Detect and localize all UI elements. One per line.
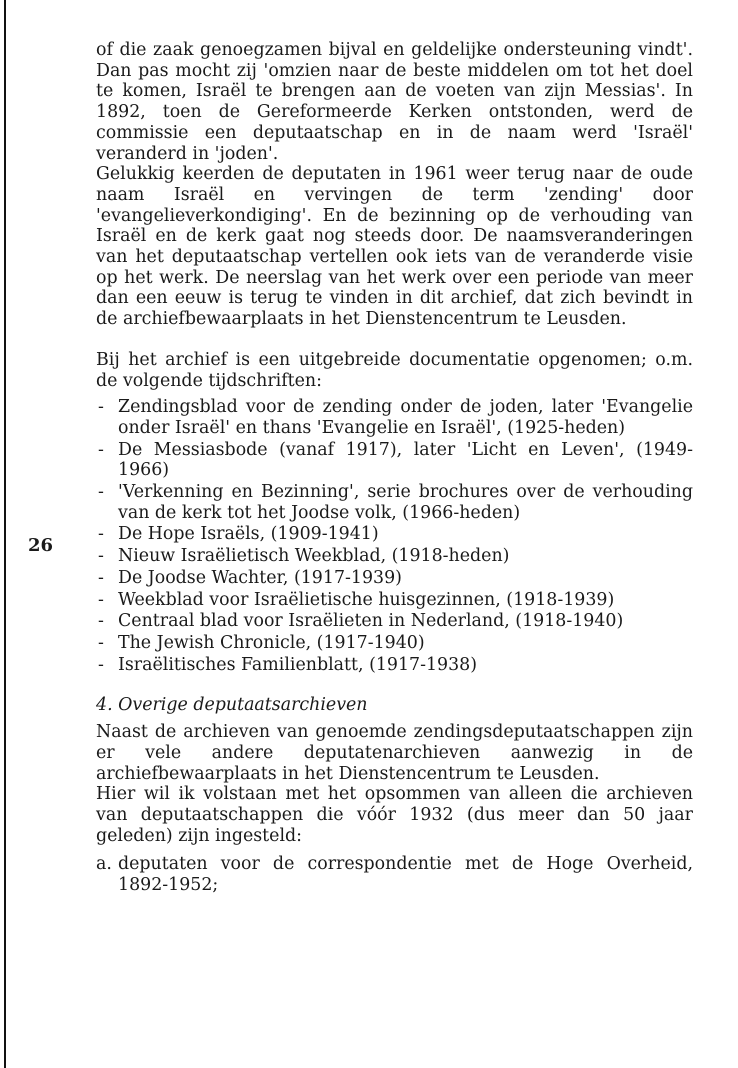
list-item: - De Hope Israëls, (1909-1941) [96, 524, 693, 545]
paragraph-evangelism: Gelukkig keerden de deputaten in 1961 weer terug naar de oude naam Israël en vervingen de term 'zending' door 'evangelieverkondiging'. En de bezinning op de verhouding van Israël en de kerk gaat nog steeds door. De naamsveranderingen van het deputaatschap vertellen ook iets van de veranderde visie op het werk. De neerslag van het werk over een periode van meer dan een eeuw is terug te vinden in dit archief, dat zich bevindt in de archiefbewaarplaats in het Dienstencentrum te Leusden. [96, 164, 693, 330]
page-number: 26 [28, 535, 54, 556]
list-item: - De Joodse Wachter, (1917-1939) [96, 568, 693, 589]
section-heading: 4. Overige deputaatsarchieven [96, 695, 368, 716]
list-item-text: deputaten voor de correspondentie met de Hoge Overheid, 1892-1952; [118, 854, 693, 896]
list-marker: a. [96, 854, 112, 875]
deputies-list [96, 854, 693, 895]
paragraph-documentation: Bij het archief is een uitgebreide documentatie opgenomen; o.m. de volgende tijdschriften: [96, 349, 693, 391]
list-item: - Centraal blad voor Israëlieten in Nederland, (1918-1940) [96, 611, 693, 632]
list-item: - 'Verkenning en Bezinning', serie brochures over de verhouding van de kerk tot het Joodse volk, (1966-heden) [96, 482, 693, 523]
page-body [96, 40, 693, 896]
list-item: - Nieuw Israëlietisch Weekblad, (1918-heden) [96, 546, 693, 567]
intro-paragraph: of die zaak genoegzamen bijval en geldelijke ondersteuning vindt'. Dan pas mocht zij 'omzien naar de beste middelen om tot het doel te komen, Israël te brengen aan de voeten van zijn Messias'. In 1892, toen de Gereformeerde Kerken ontstonden, werd de commissie een deputaatschap en in de naam werd 'Israël' veranderd in 'joden'. [96, 40, 693, 164]
list-item: - Zendingsblad voor de zending onder de joden, later 'Evangelie onder Israël' en thans 'Evangelie en Israël', (1925-heden) [96, 397, 693, 438]
list-item: - Israëlitisches Familienblatt, (1917-1938) [96, 655, 693, 676]
list-item: - Weekblad voor Israëlietische huisgezinnen, (1918-1939) [96, 590, 693, 611]
periodicals-list [96, 397, 693, 675]
list-item [96, 854, 693, 895]
list-item: - The Jewish Chronicle, (1917-1940) [96, 633, 693, 654]
paragraph-other-archives: Naast de archieven van genoemde zendingsdeputaatschappen zijn er vele andere deputatenarchieven aanwezig in de archiefbewaarplaats in het Dienstencentrum te Leusden. [96, 722, 693, 784]
paragraph-enumeration: Hier wil ik volstaan met het opsommen van alleen die archieven van deputaatschappen die vóór 1932 (dus meer dan 50 jaar geleden) zijn ingesteld: [96, 784, 693, 846]
list-item: - De Messiasbode (vanaf 1917), later 'Licht en Leven', (1949-1966) [96, 440, 693, 481]
page-left-rule [4, 0, 6, 1068]
